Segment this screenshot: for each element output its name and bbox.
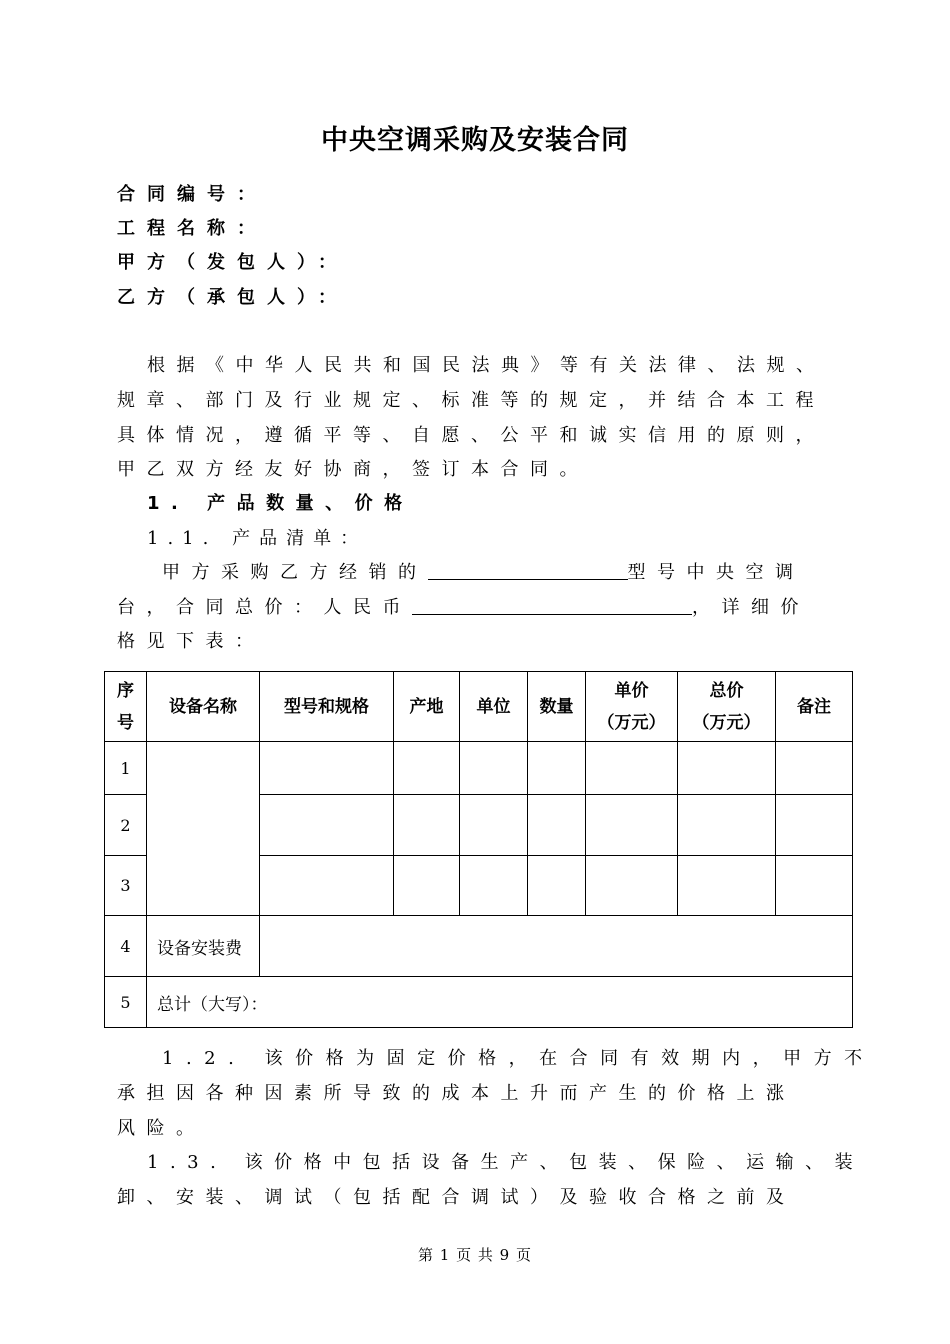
table-cell[interactable] (776, 742, 853, 795)
clause-1-3-line-1: 1.3. 该价格中包括设备生产、包装、保险、运输、装 (147, 1152, 865, 1173)
header-seq: 序 号 (105, 672, 147, 742)
header-unit-price: 单价 （万元） (586, 672, 678, 742)
preamble-line-4: 甲乙双方经友好协商，签订本合同。 (117, 459, 589, 480)
purchase-text-c: 台，合同总价：人民币 (117, 597, 412, 618)
clause-1-2-line-2: 承担因各种因素所导致的成本上升而产生的价格上涨 (117, 1083, 796, 1104)
header-unit: 单位 (460, 672, 528, 742)
row-number: 5 (105, 977, 147, 1028)
purchase-line-1 (162, 558, 805, 584)
purchase-text-b: 型号中央空调 (627, 562, 805, 583)
table-row (105, 742, 853, 795)
row-number: 2 (105, 795, 147, 856)
table-row (105, 916, 853, 977)
preamble-line-2: 规章、部门及行业规定、标准等的规定，并结合本工程 (117, 390, 825, 411)
table-cell[interactable] (586, 795, 678, 856)
row-number: 1 (105, 742, 147, 795)
preamble-line-3: 具体情况，遵循平等、自愿、公平和诚实信用的原则， (117, 425, 825, 446)
project-name-label: 工程名称： (117, 218, 267, 239)
purchase-line-3: 格见下表： (117, 631, 265, 652)
header-device-name: 设备名称 (147, 672, 260, 742)
price-table (104, 671, 853, 1028)
table-cell[interactable] (776, 795, 853, 856)
section-1-1-heading: 1.1. 产品清单： (147, 528, 368, 549)
header-model: 型号和规格 (260, 672, 394, 742)
row-number: 3 (105, 856, 147, 916)
table-cell[interactable] (528, 856, 586, 916)
party-a-label: 甲方（发包人）： (117, 252, 348, 273)
table-cell[interactable] (460, 742, 528, 795)
table-cell[interactable] (260, 856, 394, 916)
purchase-text-a: 甲方采购乙方经销的 (162, 562, 428, 583)
table-row (105, 977, 853, 1028)
install-fee-label: 设备安装费 (147, 916, 260, 977)
table-cell[interactable] (678, 795, 776, 856)
table-cell[interactable] (586, 856, 678, 916)
party-b-label: 乙方（承包人）： (117, 287, 348, 308)
table-cell[interactable] (260, 742, 394, 795)
table-cell[interactable] (528, 742, 586, 795)
row-number: 4 (105, 916, 147, 977)
section-1-heading: 1. 产品数量、价格 (147, 493, 414, 514)
table-cell[interactable] (678, 856, 776, 916)
purchase-line-2 (117, 593, 810, 619)
document-title: 中央空调采购及安装合同 (321, 125, 629, 156)
total-price-blank[interactable] (412, 596, 692, 615)
table-cell[interactable] (394, 742, 460, 795)
table-header-row (105, 672, 853, 742)
table-cell[interactable] (776, 856, 853, 916)
table-cell[interactable] (460, 795, 528, 856)
install-fee-value[interactable] (260, 916, 853, 977)
model-blank[interactable] (428, 561, 628, 580)
clause-1-2-line-1: 1.2. 该价格为固定价格，在合同有效期内，甲方不 (162, 1048, 875, 1069)
table-cell[interactable] (528, 795, 586, 856)
header-total-price: 总价 （万元） (678, 672, 776, 742)
table-cell[interactable] (460, 856, 528, 916)
header-origin: 产地 (394, 672, 460, 742)
table-cell[interactable] (586, 742, 678, 795)
table-cell[interactable] (678, 742, 776, 795)
header-qty: 数量 (528, 672, 586, 742)
grand-total-label: 总计（大写）： (147, 977, 853, 1028)
purchase-text-d: ，详细价 (692, 597, 810, 618)
table-cell[interactable] (394, 795, 460, 856)
preamble-line-1: 根据《中华人民共和国民法典》等有关法律、法规、 (147, 355, 826, 376)
table-cell[interactable] (260, 795, 394, 856)
clause-1-3-line-2: 卸、安装、调试（包括配合调试）及验收合格之前及 (117, 1187, 796, 1208)
contract-number-label: 合同编号： (117, 184, 267, 205)
clause-1-2-line-3: 风险。 (117, 1118, 206, 1139)
page-footer: 第 1 页 共 9 页 (418, 1246, 532, 1264)
device-name-cell[interactable] (147, 742, 260, 916)
header-note: 备注 (776, 672, 853, 742)
table-cell[interactable] (394, 856, 460, 916)
